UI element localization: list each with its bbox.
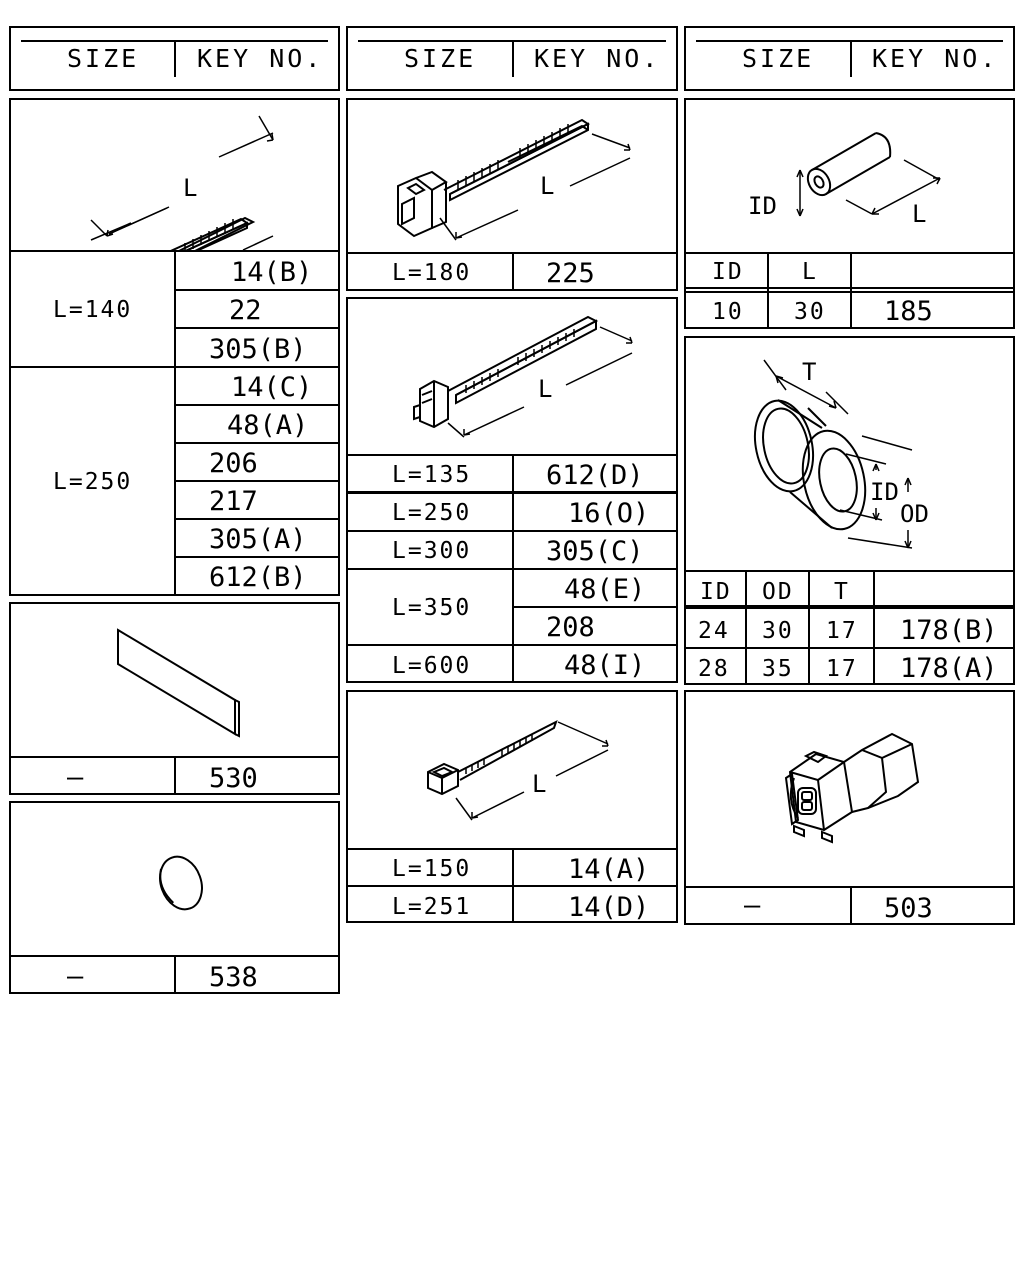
grommet-illustration xyxy=(686,338,1013,570)
header-size-label: SIZE xyxy=(67,44,140,73)
cable-tie-2-dim-label: L xyxy=(540,172,555,200)
key-cell: 217 xyxy=(209,486,258,517)
key-cell: 14(B) xyxy=(231,257,313,288)
tape-illustration xyxy=(11,604,338,756)
od-cell: 30 xyxy=(762,618,794,644)
key-cell: 612(B) xyxy=(209,562,307,593)
t-cell: 17 xyxy=(826,656,858,682)
key-cell: 16(O) xyxy=(568,498,650,529)
key-cell: 530 xyxy=(209,763,258,794)
key-cell: 14(A) xyxy=(568,854,650,885)
size-cell: L=350 xyxy=(392,595,472,621)
cable-tie-3-dim-label: L xyxy=(538,375,553,403)
key-cell: 178(A) xyxy=(900,653,998,684)
size-cell: L=250 xyxy=(53,469,133,495)
header-col-1 xyxy=(9,26,340,91)
tube-dim-id-label: ID xyxy=(748,192,777,220)
col-od-header: OD xyxy=(762,579,794,605)
size-cell: — xyxy=(67,961,84,992)
tube-illustration xyxy=(686,100,1013,253)
tube-dim-l-label: L xyxy=(912,200,927,228)
cable-tie-2-illustration xyxy=(348,100,676,252)
key-cell: 48(E) xyxy=(564,574,646,605)
key-cell: 14(D) xyxy=(568,892,650,923)
id-cell: 24 xyxy=(698,618,730,644)
size-cell: L=135 xyxy=(392,462,472,488)
key-cell: 225 xyxy=(546,258,595,289)
plug-illustration xyxy=(11,803,338,955)
col-t-header: T xyxy=(834,579,850,605)
l-cell: 30 xyxy=(794,299,826,325)
id-cell: 10 xyxy=(712,299,744,325)
cable-tie-1-panel xyxy=(9,98,340,596)
size-cell: L=250 xyxy=(392,500,472,526)
key-cell: 48(A) xyxy=(227,410,309,441)
col-id-header: ID xyxy=(712,259,744,285)
key-cell: 14(C) xyxy=(231,372,313,403)
key-cell: 305(C) xyxy=(546,536,644,567)
cable-tie-3-illustration xyxy=(348,299,676,454)
cable-tie-1-dim-label: L xyxy=(183,174,198,202)
key-cell: 206 xyxy=(209,448,258,479)
key-cell: 178(B) xyxy=(900,615,998,646)
key-cell: 305(B) xyxy=(209,334,307,365)
size-cell: L=180 xyxy=(392,260,472,286)
header-key-label: KEY NO. xyxy=(197,44,324,73)
size-cell: L=140 xyxy=(53,297,133,323)
size-cell: L=150 xyxy=(392,856,472,882)
grommet-dim-od-label: OD xyxy=(900,500,929,528)
col-id-header: ID xyxy=(700,579,732,605)
cable-tie-4-dim-label: L xyxy=(532,770,547,798)
tube-panel xyxy=(684,98,1015,329)
grommet-dim-id-label: ID xyxy=(870,478,899,506)
key-cell: 305(A) xyxy=(209,524,307,555)
size-cell: — xyxy=(744,890,761,921)
col-l-header: L xyxy=(802,259,818,285)
cable-tie-1-illustration xyxy=(11,100,338,250)
key-cell: 538 xyxy=(209,962,258,993)
grommet-panel xyxy=(684,336,1015,685)
connector-panel xyxy=(684,690,1015,925)
od-cell: 35 xyxy=(762,656,794,682)
header-key-label: KEY NO. xyxy=(872,44,999,73)
id-cell: 28 xyxy=(698,656,730,682)
key-cell: 503 xyxy=(884,893,933,924)
grommet-dim-t-label: T xyxy=(802,358,817,386)
key-cell: 208 xyxy=(546,612,595,643)
cable-tie-4-panel xyxy=(346,690,678,923)
size-cell: L=251 xyxy=(392,894,472,920)
key-cell: 48(I) xyxy=(564,650,646,681)
cable-tie-2-panel xyxy=(346,98,678,291)
size-cell: — xyxy=(67,762,84,793)
header-col-3 xyxy=(684,26,1015,91)
size-cell: L=600 xyxy=(392,653,472,679)
header-size-label: SIZE xyxy=(404,44,477,73)
size-cell: L=300 xyxy=(392,538,472,564)
tape-panel xyxy=(9,602,340,795)
header-key-label: KEY NO. xyxy=(534,44,661,73)
header-col-2 xyxy=(346,26,678,91)
cable-tie-3-panel xyxy=(346,297,678,683)
key-cell: 612(D) xyxy=(546,460,644,491)
t-cell: 17 xyxy=(826,618,858,644)
connector-illustration xyxy=(686,692,1013,888)
header-size-label: SIZE xyxy=(742,44,815,73)
key-cell: 185 xyxy=(884,296,933,327)
key-cell: 22 xyxy=(229,295,262,326)
plug-panel xyxy=(9,801,340,994)
cable-tie-4-illustration xyxy=(348,692,676,848)
